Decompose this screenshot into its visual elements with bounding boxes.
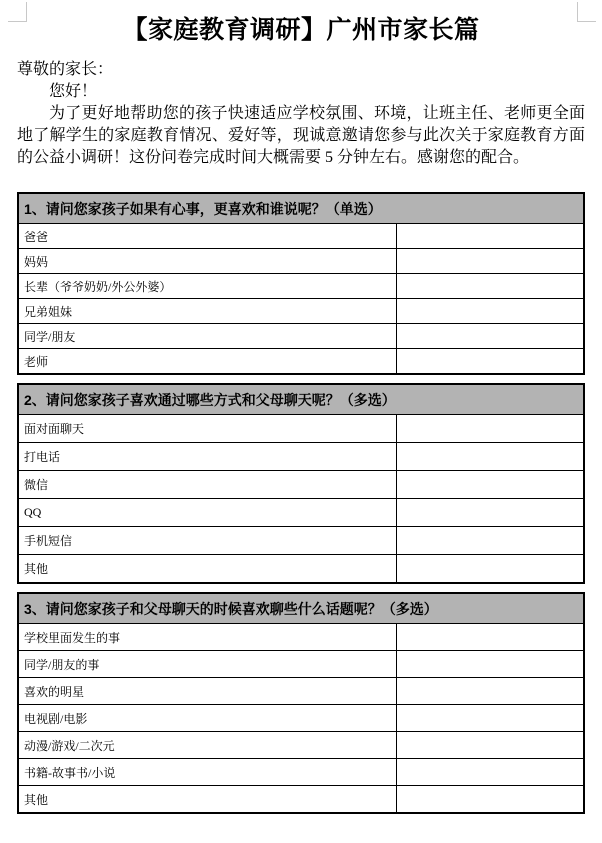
answer-cell[interactable] <box>396 224 584 249</box>
hello-line: 您好！ <box>49 83 98 100</box>
option-row <box>18 443 584 471</box>
answer-cell[interactable] <box>396 527 584 555</box>
option-label: 微信 <box>18 471 396 499</box>
answer-cell[interactable] <box>396 651 584 678</box>
option-label: 学校里面发生的事 <box>18 624 396 651</box>
option-row <box>18 224 584 249</box>
option-row <box>18 705 584 732</box>
option-row <box>18 471 584 499</box>
option-label: 电视剧/电影 <box>18 705 396 732</box>
answer-cell[interactable] <box>396 249 584 274</box>
option-label: 喜欢的明星 <box>18 678 396 705</box>
answer-cell[interactable] <box>396 471 584 499</box>
option-label: QQ <box>18 499 396 527</box>
option-row <box>18 651 584 678</box>
option-row <box>18 732 584 759</box>
page-margin-mark-left <box>8 2 27 22</box>
option-row <box>18 415 584 443</box>
option-row <box>18 624 584 651</box>
option-row <box>18 786 584 814</box>
answer-cell[interactable] <box>396 324 584 349</box>
page-margin-mark-right <box>577 2 596 22</box>
option-label: 同学/朋友 <box>18 324 396 349</box>
option-label: 面对面聊天 <box>18 415 396 443</box>
question-header-row <box>18 384 584 415</box>
question-table-1 <box>17 192 585 375</box>
option-label: 动漫/游戏/二次元 <box>18 732 396 759</box>
option-label: 打电话 <box>18 443 396 471</box>
answer-cell[interactable] <box>396 499 584 527</box>
answer-cell[interactable] <box>396 299 584 324</box>
option-label: 手机短信 <box>18 527 396 555</box>
question-header-row <box>18 593 584 624</box>
answer-cell[interactable] <box>396 678 584 705</box>
answer-cell[interactable] <box>396 443 584 471</box>
intro-paragraph: 为了更好地帮助您的孩子快速适应学校氛围、环境，让班主任、老师更全面地了解学生的家庭教育情况、爱好等，现诚意邀请您参与此次关于家庭教育方面的公益小调研！这份问卷完成时间大概需要 5 分钟左右。感谢您的配合。 <box>17 105 585 166</box>
page-title: 【家庭教育调研】广州市家长篇 <box>122 16 480 44</box>
answer-cell[interactable] <box>396 705 584 732</box>
option-label: 书籍-故事书/小说 <box>18 759 396 786</box>
question-title: 3、请问您家孩子和父母聊天的时候喜欢聊些什么话题呢？（多选） <box>18 593 584 624</box>
questionnaire <box>17 192 585 814</box>
option-row <box>18 527 584 555</box>
greeting-line: 尊敬的家长： <box>17 61 114 78</box>
option-label: 妈妈 <box>18 249 396 274</box>
option-row <box>18 678 584 705</box>
option-label: 同学/朋友的事 <box>18 651 396 678</box>
option-label: 长辈（爷爷奶奶/外公外婆） <box>18 274 396 299</box>
option-row <box>18 299 584 324</box>
answer-cell[interactable] <box>396 555 584 584</box>
answer-cell[interactable] <box>396 274 584 299</box>
option-label: 老师 <box>18 349 396 375</box>
question-title: 2、请问您家孩子喜欢通过哪些方式和父母聊天呢？（多选） <box>18 384 584 415</box>
option-row <box>18 324 584 349</box>
option-label: 其他 <box>18 555 396 584</box>
answer-cell[interactable] <box>396 732 584 759</box>
answer-cell[interactable] <box>396 759 584 786</box>
option-label: 其他 <box>18 786 396 814</box>
question-header-row <box>18 193 584 224</box>
intro-section <box>17 59 585 169</box>
option-row <box>18 759 584 786</box>
answer-cell[interactable] <box>396 349 584 375</box>
option-row <box>18 499 584 527</box>
answer-cell[interactable] <box>396 624 584 651</box>
answer-cell[interactable] <box>396 786 584 814</box>
option-label: 爸爸 <box>18 224 396 249</box>
question-table-2 <box>17 383 585 584</box>
option-row <box>18 274 584 299</box>
question-title: 1、请问您家孩子如果有心事，更喜欢和谁说呢？（单选） <box>18 193 584 224</box>
option-row <box>18 555 584 584</box>
option-row <box>18 249 584 274</box>
option-row <box>18 349 584 375</box>
answer-cell[interactable] <box>396 415 584 443</box>
question-table-3 <box>17 592 585 814</box>
option-label: 兄弟姐妹 <box>18 299 396 324</box>
